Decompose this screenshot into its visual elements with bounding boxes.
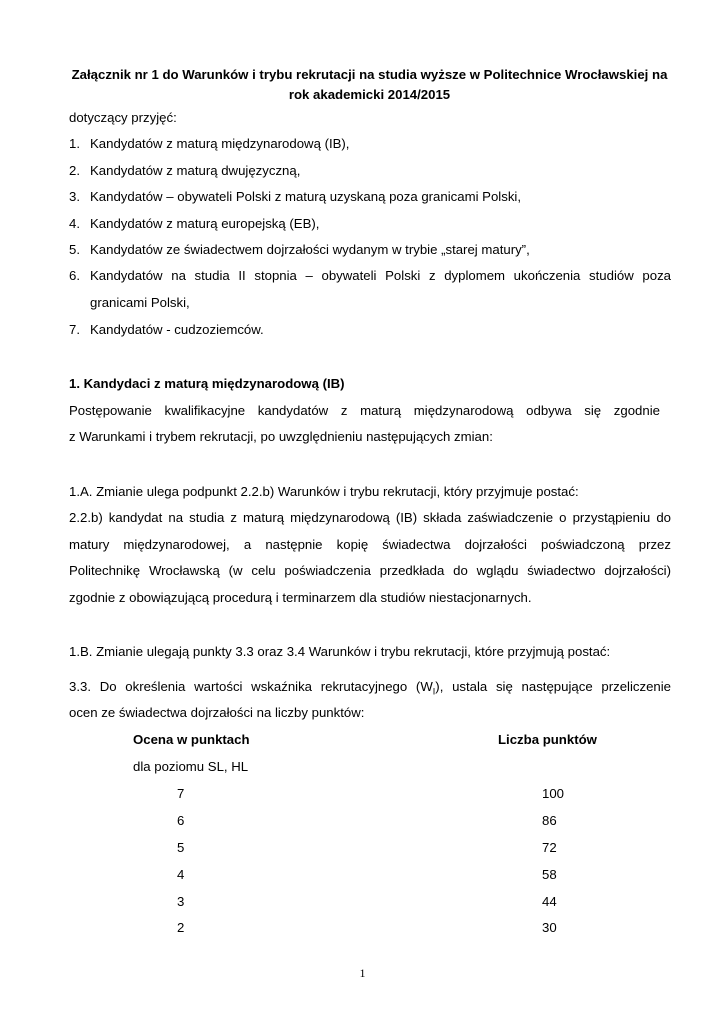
list-item: Kandydatów z maturą europejską (EB), xyxy=(90,216,320,231)
paragraph-line: Politechnikę Wrocławską (w celu poświadczenia przedkłada do wglądu świadectwo dojrzałości) xyxy=(69,563,671,578)
list-number: 5. xyxy=(69,242,80,257)
table-cell-grade: 5 xyxy=(177,840,185,855)
list-number: 7. xyxy=(69,322,80,337)
column-subheader-grade: dla poziomu SL, HL xyxy=(133,759,249,774)
paragraph-line: matury międzynarodowej, a następnie kopię świadectwa dojrzałości poświadczoną przez xyxy=(69,537,671,552)
subsection-b-intro: 1.B. Zmianie ulegają punkty 3.3 oraz 3.4 Warunków i trybu rekrutacji, które przyjmują postać: xyxy=(69,644,611,659)
table-cell-grade: 7 xyxy=(177,786,185,801)
paragraph-line: zgodnie z obowiązującą procedurą i terminarzem dla studiów niestacjonarnych. xyxy=(69,590,532,605)
list-number: 4. xyxy=(69,216,80,231)
table-cell-grade: 4 xyxy=(177,867,185,882)
list-number: 3. xyxy=(69,189,80,204)
subsection-a-intro: 1.A. Zmianie ulega podpunkt 2.2.b) Warunków i trybu rekrutacji, który przyjmuje postać: xyxy=(69,484,579,499)
list-number: 2. xyxy=(69,163,80,178)
list-number: 1. xyxy=(69,136,80,151)
title-line-1: Załącznik nr 1 do Warunków i trybu rekrutacji na studia wyższe w Politechnice Wrocławskiej na xyxy=(71,67,668,82)
intro-text: dotyczący przyjęć: xyxy=(69,110,177,125)
table-cell-points: 86 xyxy=(542,813,557,828)
column-header-points: Liczba punktów xyxy=(498,732,597,747)
column-header-grade: Ocena w punktach xyxy=(133,732,250,747)
page-number: 1 xyxy=(359,966,366,980)
list-item: Kandydatów z maturą dwujęzyczną, xyxy=(90,163,301,178)
list-item: Kandydatów z maturą międzynarodową (IB), xyxy=(90,136,350,151)
document-title xyxy=(69,65,670,105)
subscript: I xyxy=(432,686,436,697)
list-item: Kandydatów - cudzoziemców. xyxy=(90,322,264,337)
table-cell-points: 44 xyxy=(542,894,557,909)
paragraph-line: 2.2.b) kandydat na studia z maturą międzynarodową (IB) składa zaświadczenie o przystąpieniu do xyxy=(69,510,671,525)
table-cell-points: 30 xyxy=(542,920,557,935)
list-item: Kandydatów – obywateli Polski z maturą uzyskaną poza granicami Polski, xyxy=(90,189,522,204)
text-fragment: 3.3. Do określenia wartości wskaźnika rekrutacyjnego (W xyxy=(69,679,433,694)
table-cell-points: 100 xyxy=(542,786,565,801)
paragraph-line: ocen ze świadectwa dojrzałości na liczby punktów: xyxy=(69,705,365,720)
table-cell-points: 72 xyxy=(542,840,557,855)
table-cell-grade: 6 xyxy=(177,813,185,828)
table-cell-grade: 3 xyxy=(177,894,185,909)
paragraph-line: Postępowanie kwalifikacyjne kandydatów z maturą międzynarodową odbywa się zgodnie xyxy=(69,403,660,418)
paragraph-line: z Warunkami i trybem rekrutacji, po uwzględnieniu następujących zmian: xyxy=(69,429,493,444)
list-item: Kandydatów ze świadectwem dojrzałości wydanym w trybie „starej matury”, xyxy=(90,242,530,257)
list-item-continuation: granicami Polski, xyxy=(90,295,190,310)
text-fragment: ), ustala się następujące przeliczenie xyxy=(435,679,672,694)
table-cell-grade: 2 xyxy=(177,920,185,935)
section-heading: 1. Kandydaci z maturą międzynarodową (IB) xyxy=(69,376,345,391)
paragraph-line xyxy=(69,677,671,697)
title-line-2: rok akademicki 2014/2015 xyxy=(288,87,451,102)
list-item: Kandydatów na studia II stopnia – obywateli Polski z dyplomem ukończenia studiów poza xyxy=(90,268,671,283)
table-cell-points: 58 xyxy=(542,867,557,882)
list-number: 6. xyxy=(69,268,80,283)
